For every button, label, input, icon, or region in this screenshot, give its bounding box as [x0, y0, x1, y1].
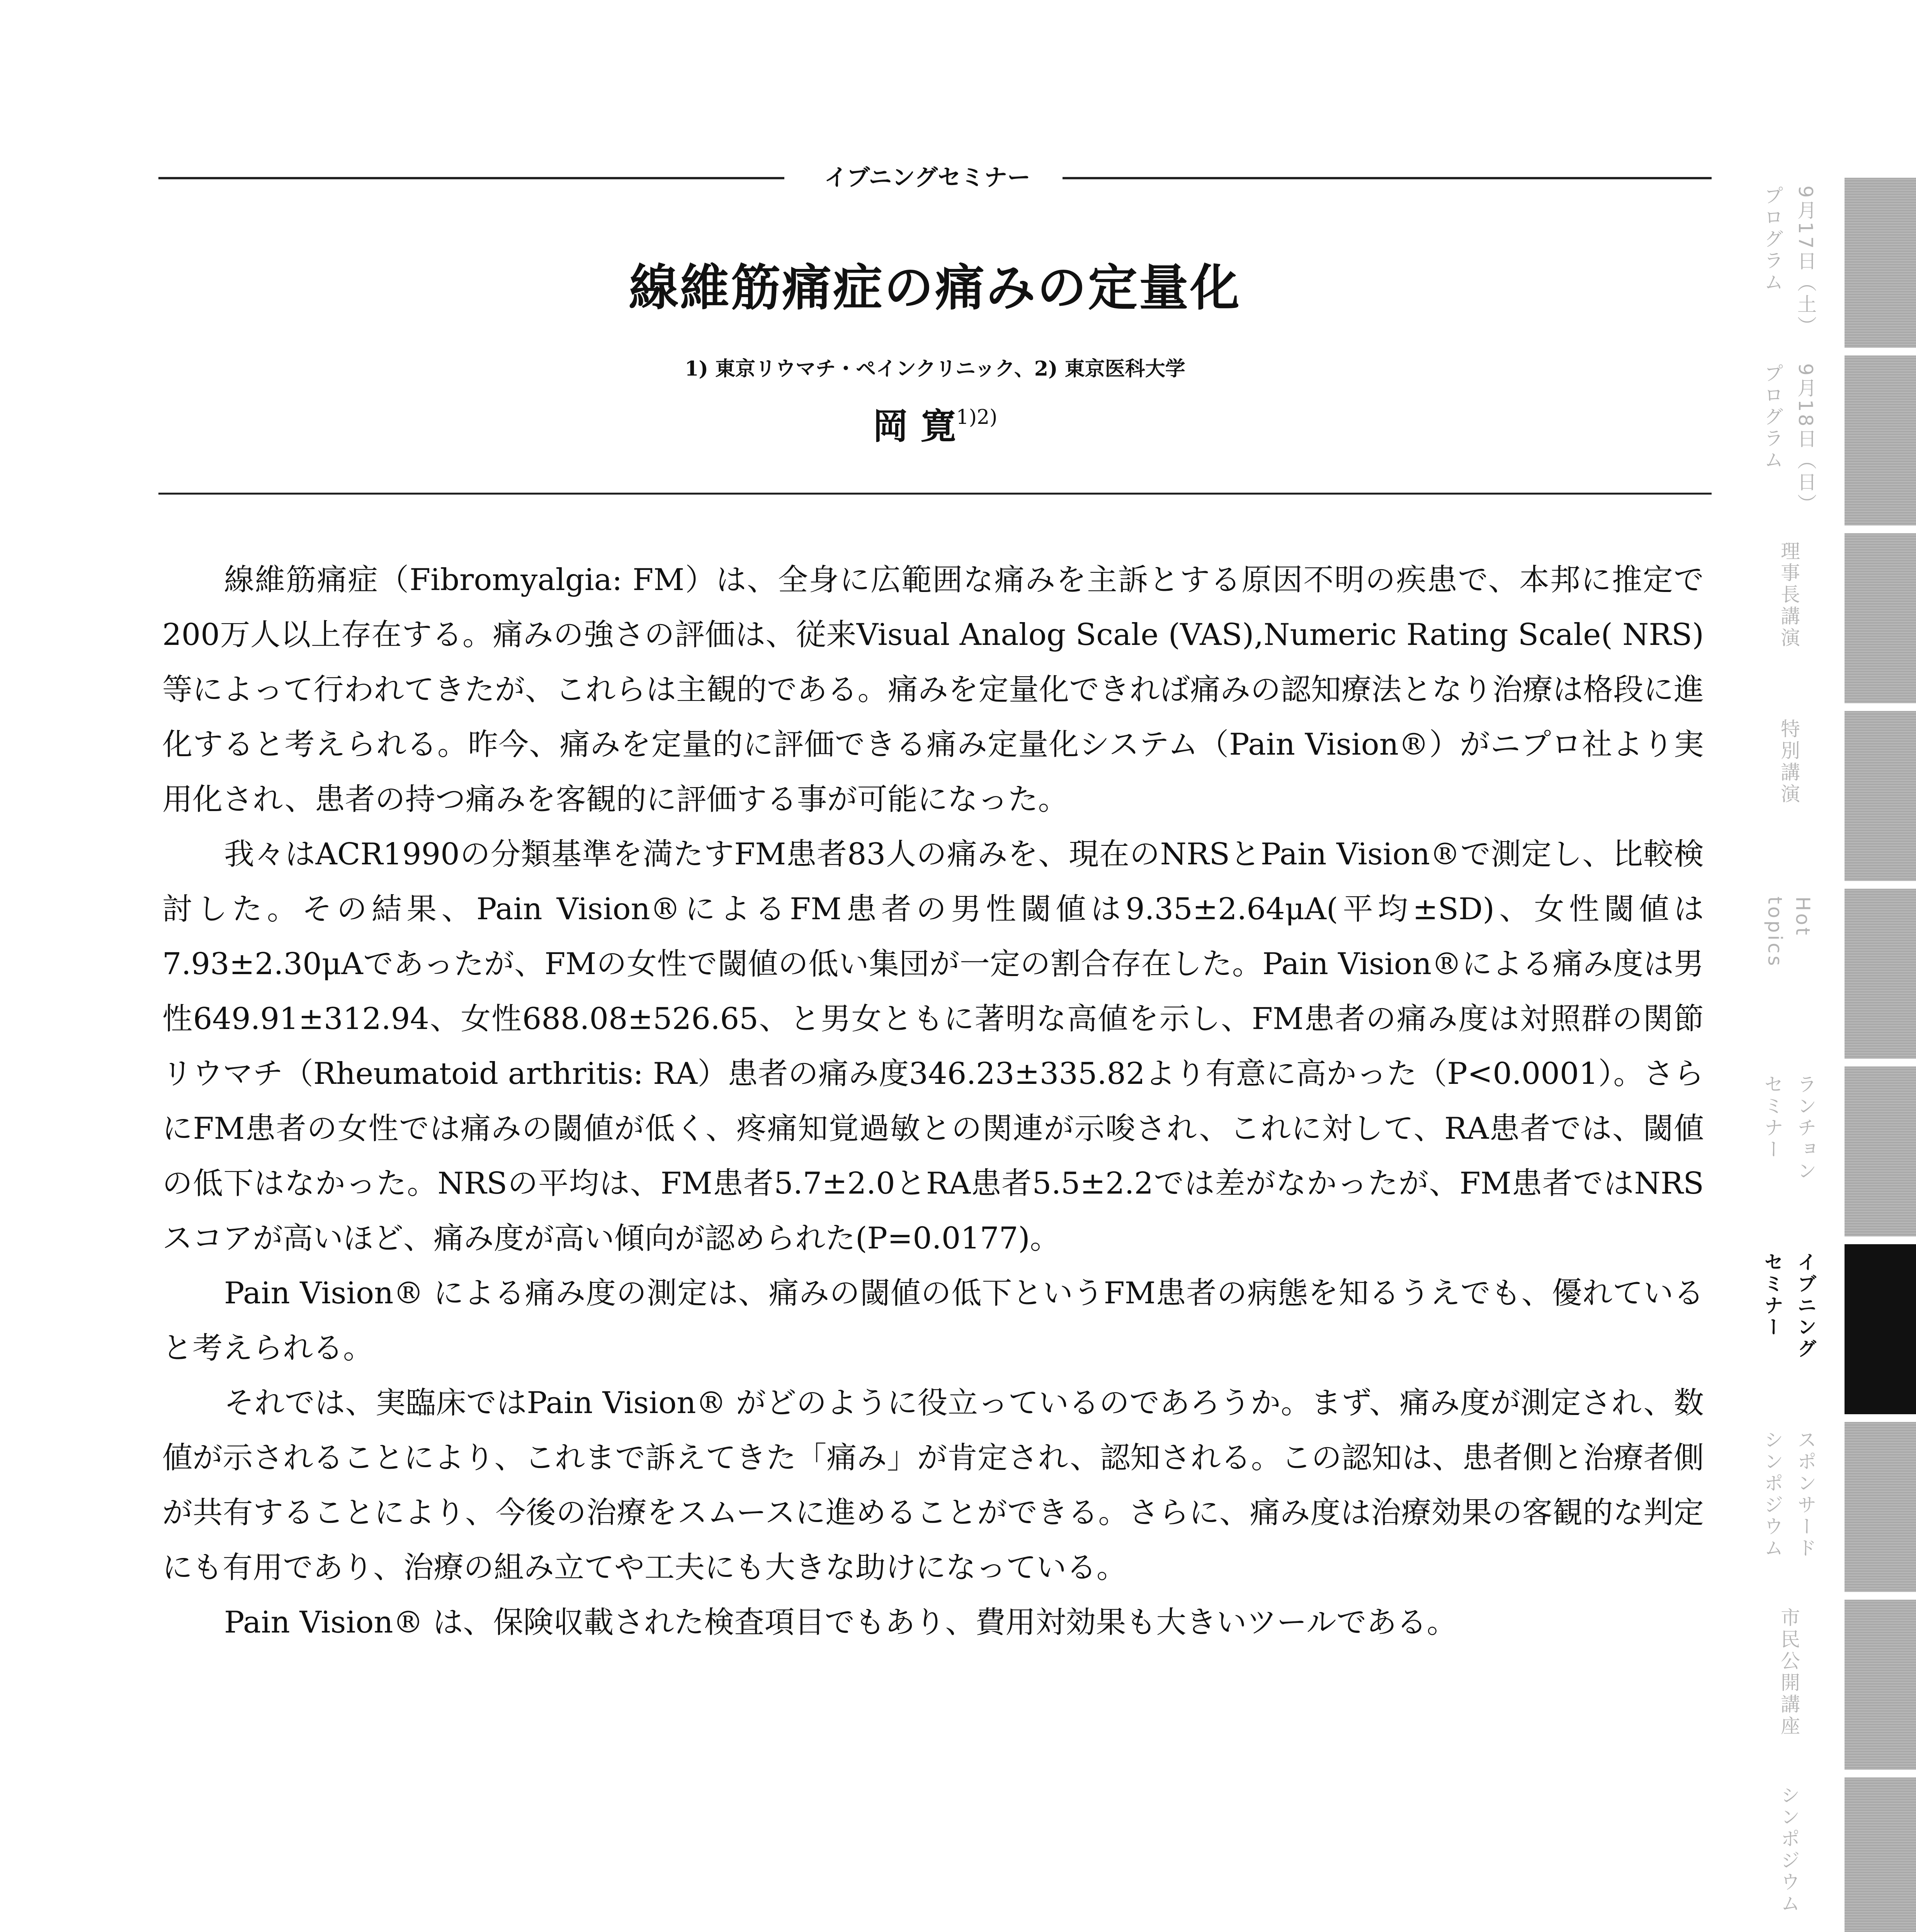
- section-tab-label: [1750, 896, 1828, 1051]
- section-tab-label: [1750, 363, 1828, 518]
- section-tab-label: [1750, 1607, 1828, 1762]
- section-tab: [1746, 533, 1916, 703]
- section-tab-label: [1750, 719, 1828, 873]
- section-header: [158, 162, 1712, 193]
- section-tab: [1746, 1422, 1916, 1592]
- section-tab: [1746, 355, 1916, 526]
- section-tab: [1746, 711, 1916, 881]
- title-rule: [158, 493, 1712, 495]
- author: [158, 394, 1712, 449]
- section-tab-label: [1750, 185, 1828, 340]
- section-tab-label: [1750, 541, 1828, 696]
- section-tab-bar: [1845, 355, 1916, 526]
- section-tab: [1746, 1777, 1916, 1932]
- section-tab-bar: [1845, 178, 1916, 348]
- paragraph: Pain Vision® は、保険収載された検査項目でもあり、費用対効果も大きいツールである。: [224, 1605, 1457, 1640]
- section-tab-bar: [1845, 889, 1916, 1059]
- section-tab: [1746, 1066, 1916, 1236]
- section-tab-bar: [1845, 711, 1916, 881]
- section-index-tabs: [1746, 178, 1916, 1932]
- section-tab-label: [1750, 1252, 1828, 1406]
- paragraph: それでは、実臨床ではPain Vision® がどのように役立っているのであろうか。まず、痛み度が測定され、数値が示されることにより、これまで訴えてきた「痛み」が肯定され、認知される。この認知は、患者側と治療者側が共有することにより、今後の治療をスムースに進めることができる。さらに、痛み度は治療効果の客観的な判定にも有用であり、治療の組み立てや工夫にも大きな助けになっている。: [162, 1386, 1704, 1585]
- section-tab-label-line: プログラム: [1761, 363, 1783, 471]
- paragraph: Pain Vision® による痛み度の測定は、痛みの閾値の低下というFM患者の病態を知るうえでも、優れていると考えられる。: [162, 1276, 1704, 1366]
- section-tab-label-line: topics: [1764, 896, 1786, 968]
- section-tab-label-line: 9月17日（土）: [1794, 185, 1817, 338]
- section-tab-bar: [1845, 1777, 1916, 1932]
- section-tab-label-line: セミナー: [1761, 1074, 1783, 1161]
- section-tab: [1746, 178, 1916, 348]
- section-tab: [1746, 889, 1916, 1059]
- section-tab-bar: [1845, 1066, 1916, 1236]
- section-tab-label-line: 理事長講演: [1778, 541, 1800, 649]
- section-tab-bar: [1845, 1600, 1916, 1770]
- section-tab-label-line: 9月18日（日）: [1794, 363, 1817, 515]
- header-rule-right: [1063, 177, 1712, 179]
- article-body: [162, 553, 1704, 1650]
- section-tab-label-line: シンポジウム: [1778, 1785, 1800, 1915]
- section-tab-label-line: セミナー: [1761, 1252, 1783, 1338]
- section-tab-label-line: スポンサード: [1794, 1430, 1817, 1560]
- paragraph: 線維筋痛症（Fibromyalgia: FM）は、全身に広範囲な痛みを主訴とする原因不明の疾患で、本邦に推定で200万人以上存在する。痛みの強さの評価は、従来Visual Analog Scale (VAS),Numeric Rating Scale( NRS)等によって行われてきたが、これらは主観的である。痛みを定量化できれば痛みの認知療法となり治療は格段に進化すると考えられる。昨今、痛みを定量的に評価できる痛み定量化システム（Pain Vision®）がニプロ社より実用化され、患者の持つ痛みを客観的に評価する事が可能になった。: [162, 563, 1704, 817]
- section-tab-label-line: 特別講演: [1778, 719, 1800, 805]
- author-affiliation-marks: 1)2): [956, 406, 998, 429]
- section-tab: [1746, 1600, 1916, 1770]
- author-name: 岡 寛: [872, 405, 956, 447]
- section-tab: [1746, 1244, 1916, 1414]
- section-tab-label-line: Hot: [1792, 896, 1814, 937]
- section-tab-bar: [1845, 1422, 1916, 1592]
- section-tab-label: [1750, 1074, 1828, 1229]
- paragraph: 我々はACR1990の分類基準を満たすFM患者83人の痛みを、現在のNRSとPain Vision®で測定し、比較検討した。その結果、Pain Vision®によるFM患者の男性閾値は9.35±2.64μA(平均±SD)、女性閾値は7.93±2.30μAであったが、FMの女性で閾値の低い集団が一定の割合存在した。Pain Vision®による痛み度は男性649.91±312.94、女性688.08±526.65、と男女ともに著明な高値を示し、FM患者の痛み度は対照群の関節リウマチ（Rheumatoid arthritis: RA）患者の痛み度346.23±335.82より有意に高かった（P<0.0001）。さらにFM患者の女性では痛みの閾値が低く、疼痛知覚過敏との関連が示唆され、これに対して、RA患者では、閾値の低下はなかった。NRSの平均は、FM患者5.7±2.0とRA患者5.5±2.2では差がなかったが、FM患者ではNRSスコアが高いほど、痛み度が高い傾向が認められた(P=0.0177)。: [162, 837, 1704, 1256]
- affiliation: 1) 東京リウマチ・ペインクリニック、2) 東京医科大学: [685, 357, 1185, 381]
- section-tab-label-line: イブニング: [1794, 1252, 1817, 1360]
- section-tab-label-line: プログラム: [1761, 185, 1783, 294]
- section-tab-label: [1750, 1430, 1828, 1584]
- section-tab-bar: [1845, 1244, 1916, 1414]
- section-tab-label-line: シンポジウム: [1761, 1430, 1783, 1560]
- section-tab-label-line: ランチョン: [1794, 1074, 1817, 1182]
- section-label: イブニングセミナー: [824, 164, 1030, 191]
- section-tab-label-line: 市民公開講座: [1778, 1607, 1800, 1737]
- section-tab-label: [1750, 1785, 1828, 1932]
- page-title: 線維筋痛症の痛みの定量化: [629, 259, 1241, 317]
- section-tab-bar: [1845, 533, 1916, 703]
- header-rule-left: [158, 177, 784, 179]
